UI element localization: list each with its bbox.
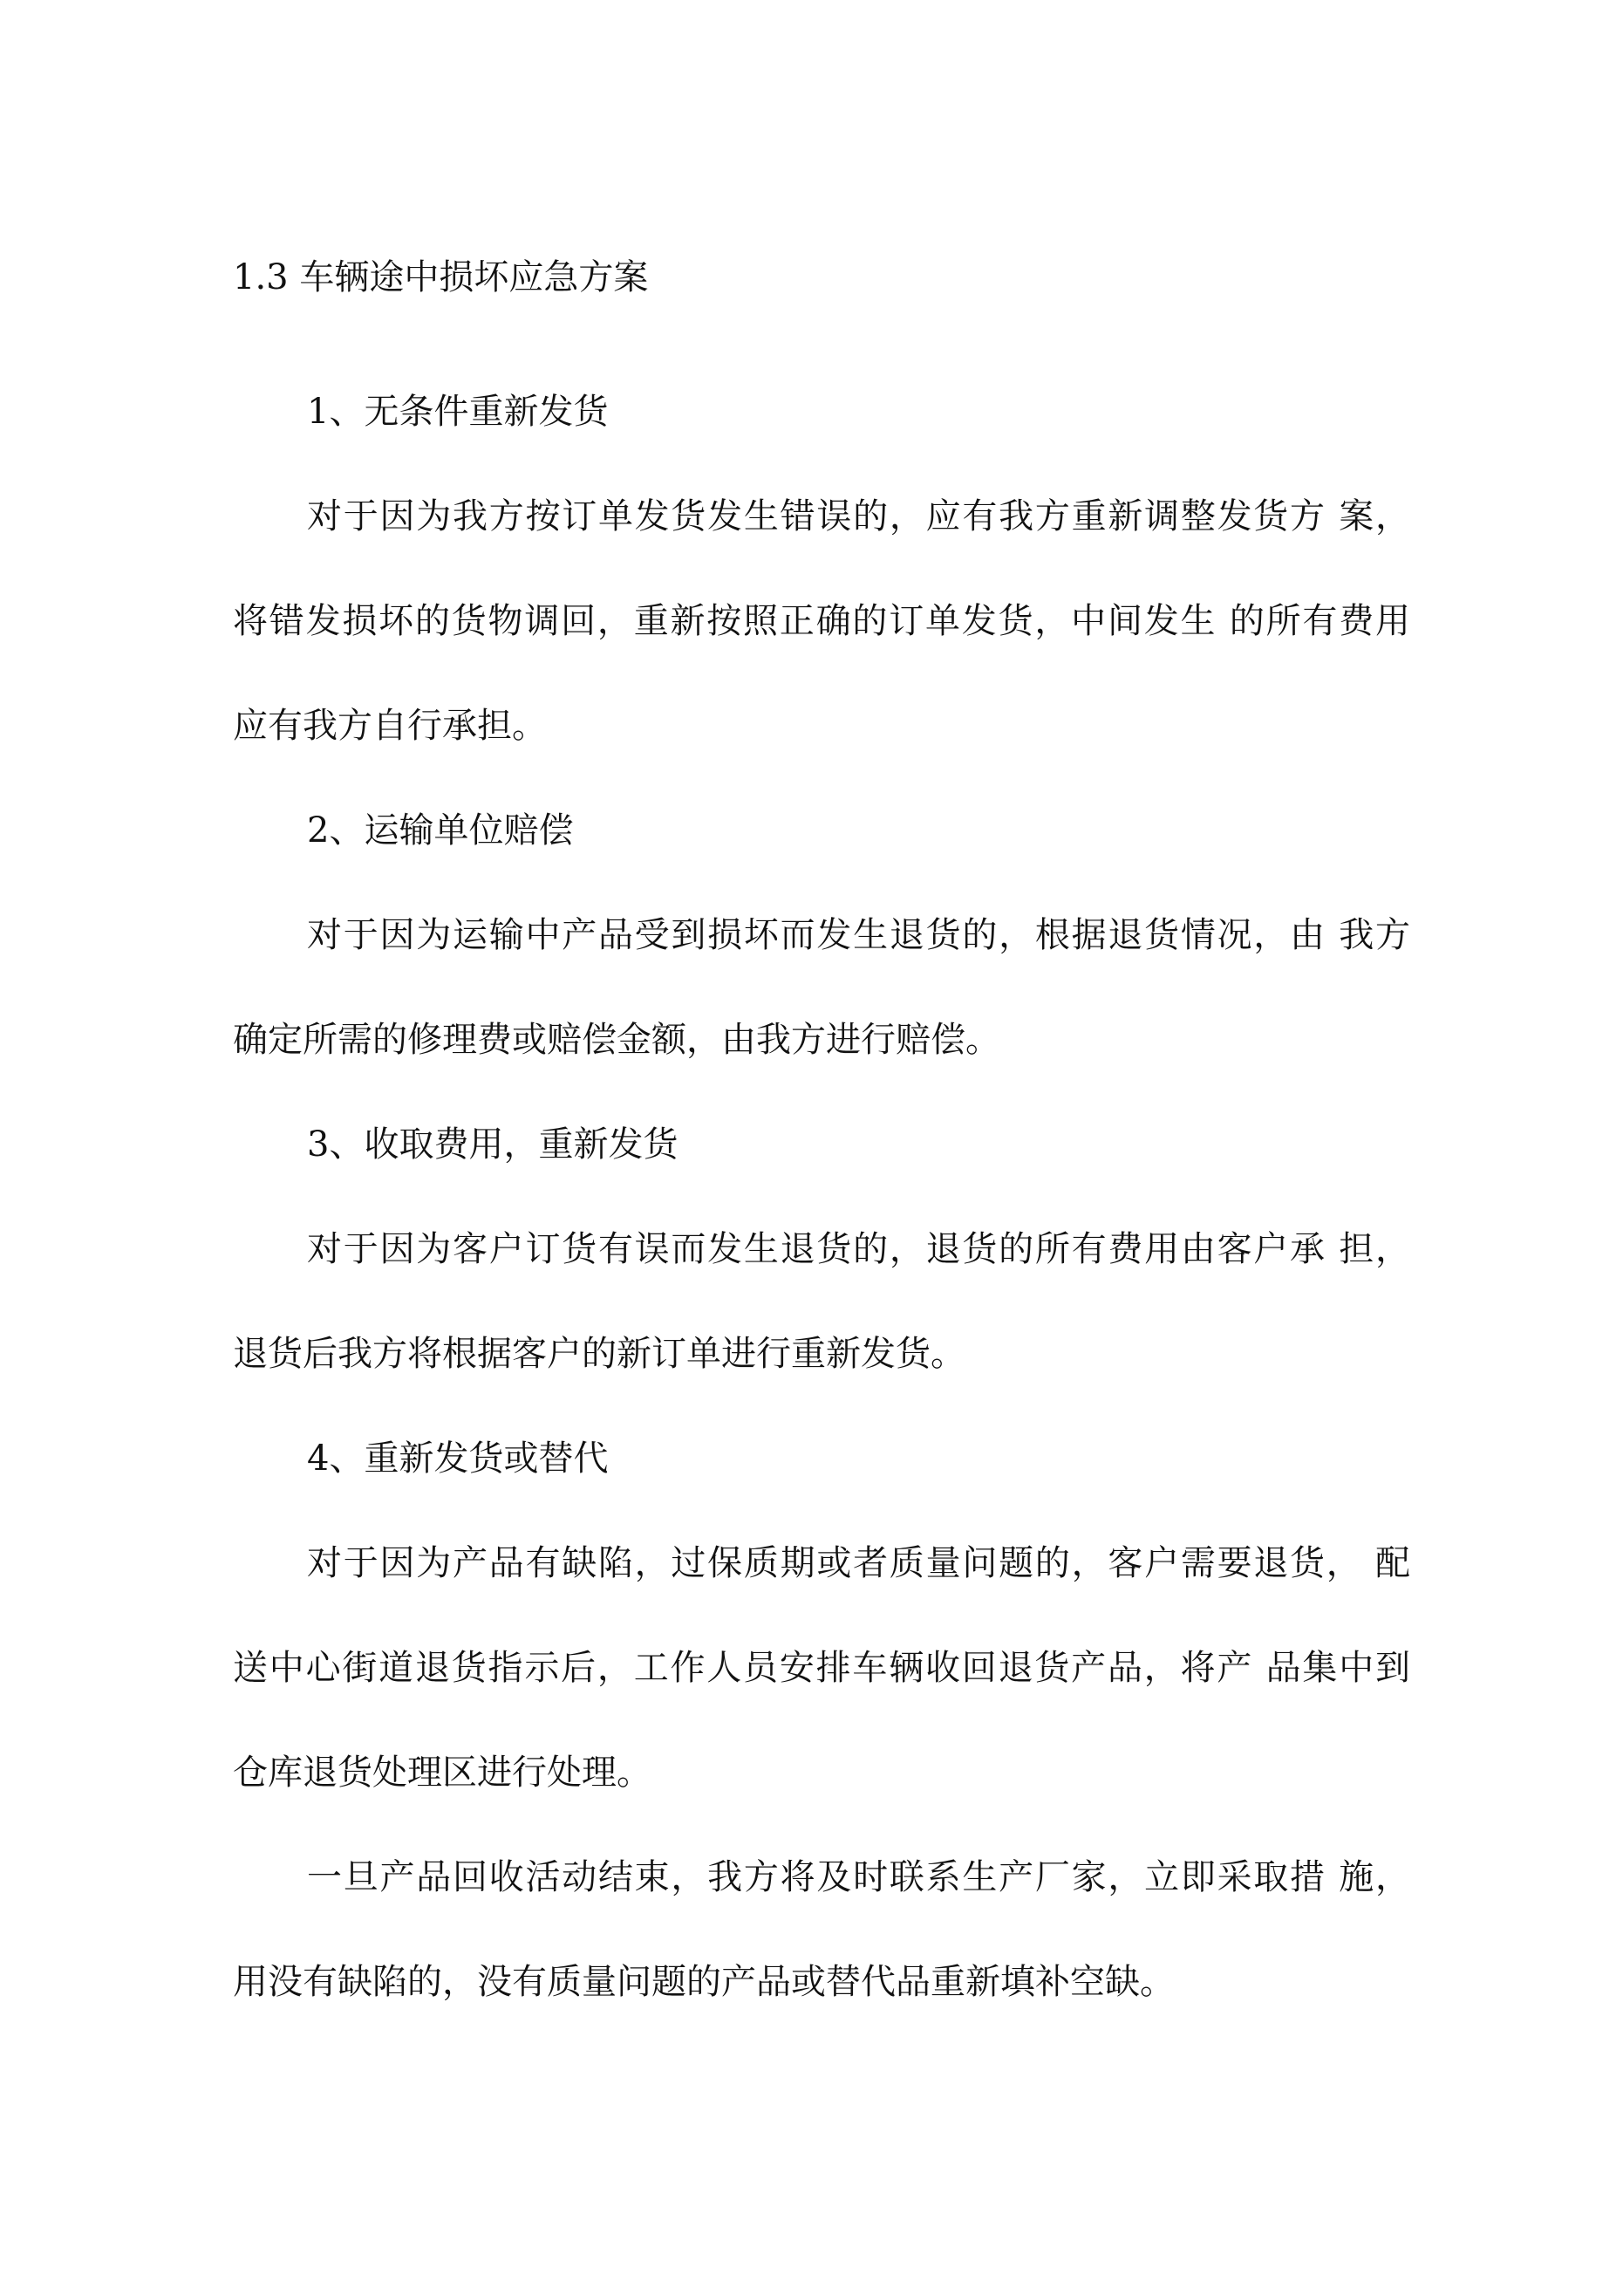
- paragraph-line: 一旦产品回收活动结束，我方将及时联系生产厂家，立即采取措 施，: [307, 1857, 1410, 1897]
- paragraph-line: 仓库退货处理区进行处理。: [233, 1753, 651, 1793]
- paragraph-line: 对于因为客户订货有误而发生退货的，退货的所有费用由客户承 担，: [307, 1229, 1410, 1269]
- paragraph-line: 对于因为产品有缺陷，过保质期或者质量问题的，客户需要退货， 配: [307, 1543, 1410, 1583]
- paragraph-line: 将错发损坏的货物调回，重新按照正确的订单发货，中间发生 的所有费用: [233, 601, 1410, 641]
- paragraph-line: 送中心街道退货指示后，工作人员安排车辆收回退货产品，将产 品集中到: [233, 1648, 1410, 1688]
- paragraph-line: 对于因为运输中产品受到损坏而发生退货的，根据退货情况，由 我方: [307, 915, 1410, 955]
- paragraph-line: 退货后我方将根据客户的新订单进行重新发货。: [233, 1334, 965, 1374]
- item-heading-2: 2、运输单位赔偿: [307, 810, 574, 851]
- item-heading-3: 3、收取费用，重新发货: [307, 1124, 679, 1165]
- item-heading-4: 4、重新发货或替代: [307, 1438, 609, 1479]
- paragraph-line: 确定所需的修理费或赔偿金额，由我方进行赔偿。: [233, 1020, 1000, 1060]
- paragraph-line: 对于因为我方按订单发货发生错误的，应有我方重新调整发货方 案，: [307, 496, 1410, 536]
- section-title: 1.3 车辆途中损坏应急方案: [233, 257, 649, 297]
- paragraph-line: 用没有缺陷的，没有质量问题的产品或替代品重新填补空缺。: [233, 1962, 1175, 2002]
- paragraph-line: 应有我方自行承担。: [233, 706, 547, 746]
- item-heading-1: 1、无条件重新发货: [307, 392, 609, 432]
